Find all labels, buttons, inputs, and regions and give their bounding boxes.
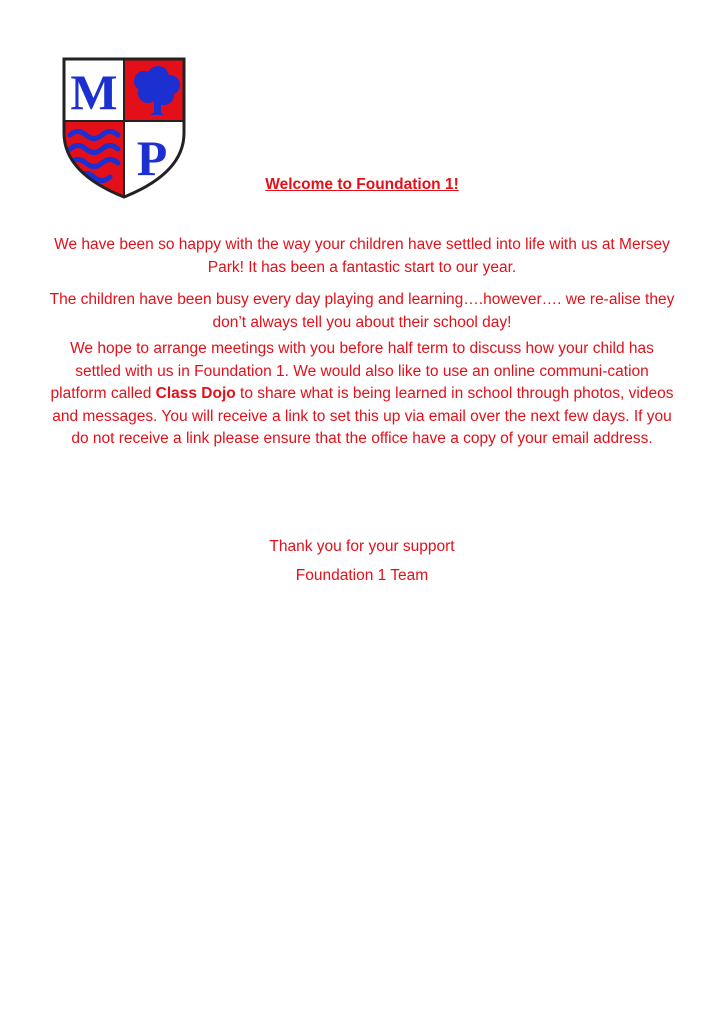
paragraph-intro: We have been so happy with the way your children have settled into life with us at Mersey Park! It has been a fantastic start to our year. (54, 236, 670, 276)
paragraph-meetings-part2: to share what is being learned in school through photos, videos and messages. You will receive a link to set this up via email over the next few days. If you do not receive a link please ensure that the office have a copy of your email address. (52, 385, 674, 447)
closing-signature: Foundation 1 Team (295, 567, 429, 584)
paragraph-meetings-part1: We hope to arrange meetings with you before half term to discuss how your child has settled with us in Foundation 1. We would also like to use an online communi-cation platform called (50, 340, 654, 402)
class-dojo-bold: Class Dojo (155, 385, 236, 402)
paragraph-meetings (46, 338, 678, 451)
closing-thanks: Thank you for your support (269, 538, 455, 555)
letter-title: Welcome to Foundation 1! (265, 176, 459, 193)
crest-letter-p: P (136, 130, 168, 186)
paragraph-learning: The children have been busy every day playing and learning….however…. we re-alise they don’t always tell you about their school day! (49, 291, 675, 331)
crest-letter-m: M (70, 64, 118, 120)
